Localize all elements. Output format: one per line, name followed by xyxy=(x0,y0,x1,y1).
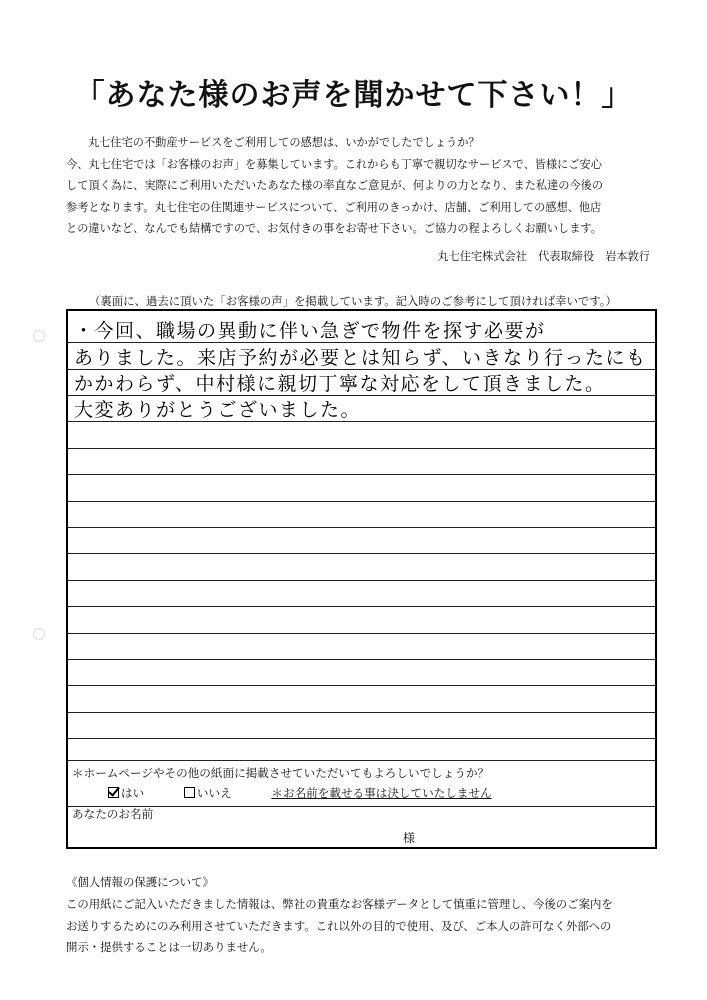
handwritten-line: ありました。来店予約が必要とは知らず、いきなり行ったにも xyxy=(74,347,647,369)
no-checkbox[interactable] xyxy=(184,787,195,798)
ruled-line xyxy=(68,738,655,739)
intro-line: 参考となります。丸七住宅の住関連サービスについて、ご利用のきっかけ、店舗、ご利用しての感想、他店 xyxy=(66,200,602,214)
privacy-text xyxy=(66,894,613,959)
ruled-line xyxy=(68,553,655,554)
ruled-line xyxy=(68,474,655,475)
consent-yes-option[interactable] xyxy=(108,785,144,801)
consent-no-option[interactable] xyxy=(184,785,232,801)
handwritten-line: ・今回、職場の異動に伴い急ぎで物件を探す必要が xyxy=(74,320,546,342)
punch-hole-bottom xyxy=(33,628,45,640)
ruled-line xyxy=(68,659,655,660)
consent-question: ＊ホームページやその他の紙面に掲載させていただいてもよろしいでしょうか？ xyxy=(72,766,490,780)
punch-hole-top xyxy=(33,330,45,342)
name-suffix: 様 xyxy=(403,831,416,845)
ruled-line xyxy=(68,606,655,607)
ruled-line xyxy=(68,527,655,528)
ruled-line xyxy=(68,580,655,581)
ruled-line xyxy=(68,501,655,502)
intro-line: して頂く為に、実際にご利用いただいたあなた様の率直なご意見が、何よりの力となり、また私達の今後の xyxy=(66,179,604,192)
ruled-line xyxy=(68,760,655,761)
privacy-line: 開示・提供することは一切ありません。 xyxy=(66,940,272,954)
ruled-line xyxy=(68,685,655,686)
intro-line: 丸七住宅の不動産サービスをご利用しての感想は、いかがでしたでしょうか？ xyxy=(88,136,480,149)
privacy-line: この用紙にご記入いただきました情報は、弊社の貴重なお客様データとして慎重に管理し、今後のご案内を xyxy=(66,897,613,911)
privacy-title: 《個人情報の保護について》 xyxy=(66,875,214,889)
ruled-line xyxy=(68,806,655,807)
intro-text xyxy=(66,132,656,240)
consent-options xyxy=(108,785,492,801)
handwritten-line: 大変ありがとうございました。 xyxy=(74,399,362,421)
name-label: あなたのお名前 xyxy=(72,807,154,821)
intro-line: との違いなど、なんでも結構ですので、お気付きの事をお寄せ下さい。ご協力の程よろしくお願いします。 xyxy=(66,222,602,235)
ruled-line xyxy=(68,448,655,449)
page-title: 「あなた様のお声を聞かせて下さい！」 xyxy=(74,78,633,113)
ruled-line xyxy=(68,633,655,634)
intro-line: 今、丸七住宅では「お客様のお声」を募集しています。これからも丁寧で親切なサービスで、皆様にご安心 xyxy=(66,157,602,171)
yes-label: はい xyxy=(121,786,145,800)
signature: 丸七住宅株式会社 代表取締役 岩本敦行 xyxy=(437,250,650,263)
privacy-line: お送りするためにのみ利用させていただきます。これ以外の目的で使用、及び、ご本人の許可なく外部への xyxy=(66,918,612,933)
name-privacy-note: ＊お名前を載せる事は決していたしません xyxy=(271,786,492,800)
ruled-line xyxy=(68,712,655,713)
no-label: いいえ xyxy=(196,786,232,800)
yes-checkbox[interactable] xyxy=(108,787,119,798)
notice-text: （裏面に、過去に頂いた「お客様の声」を掲載しています。記入時のご参考にして頂ければ幸いです。） xyxy=(89,294,617,308)
handwritten-line: かかわらず、中村様に親切丁寧な対応をして頂きました。 xyxy=(74,373,606,395)
